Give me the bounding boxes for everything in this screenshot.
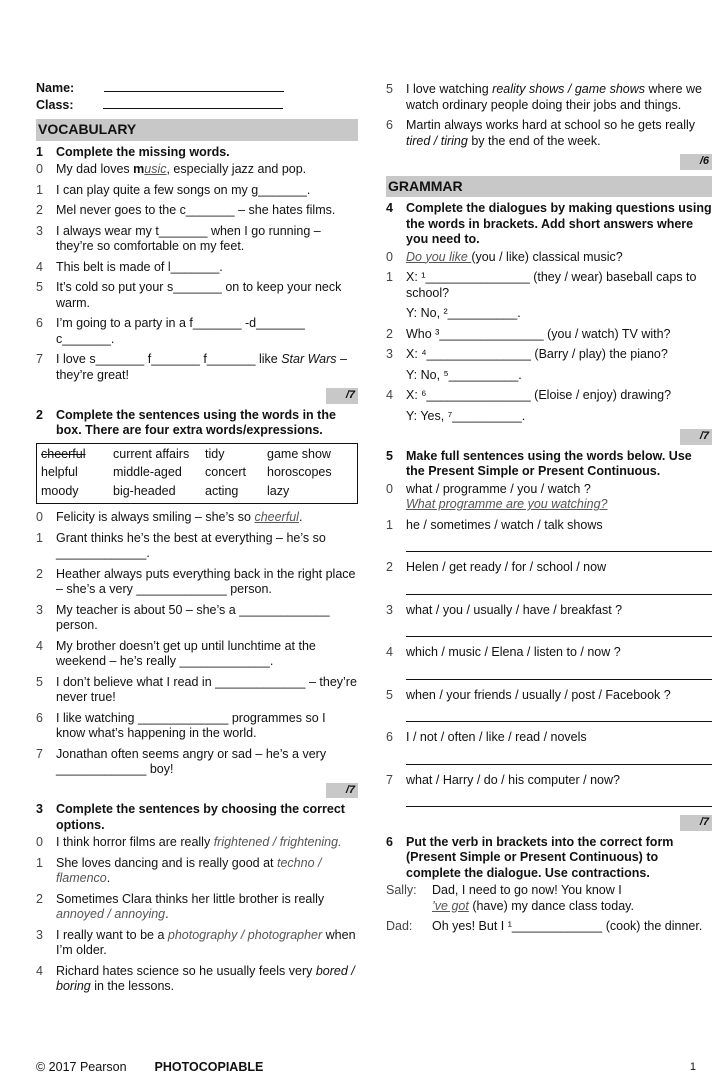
box-word: acting: [205, 483, 239, 498]
box-word: tidy: [205, 446, 225, 461]
task-1-item-0: 0 My dad loves music, especially jazz and pop.: [36, 162, 307, 176]
task-3-item-3: 3 I really want to be a photography / photographer when I’m older.: [36, 927, 356, 957]
task-2-item-3: 3 My teacher is about 50 – she’s a _____________ person.: [36, 602, 330, 632]
task-4-item-1b: Y: No, ²__________.: [406, 306, 521, 320]
task-4-item-4b: Y: Yes, ⁷__________.: [406, 408, 526, 423]
copyright: © 2017 Pearson: [36, 1060, 127, 1074]
task-2-score: /7: [326, 783, 358, 799]
task-5-item-7: 7 what / Harry / do / his computer / now?: [386, 772, 620, 787]
task-3-item-1: 1 She loves dancing and is really good at techno / flamenco.: [36, 855, 322, 885]
grammar-heading: GRAMMAR: [386, 176, 712, 198]
answer-line[interactable]: [406, 709, 712, 722]
class-row: [36, 97, 358, 114]
task-4-item-3: 3 X: ⁴_______________ (Barry / play) the piano?: [386, 347, 668, 361]
task-3-item-6: 6 Martin always works hard at school so he gets really tired / tiring by the end of the week.: [386, 118, 696, 148]
page-footer: [36, 1060, 696, 1076]
task-1-item-1: 1 I can play quite a few songs on my g_______.: [36, 182, 311, 197]
task-4-score: /7: [680, 429, 712, 445]
task-2-title: 2 Complete the sentences using the words in the box. There are four extra words/expressions.: [36, 407, 336, 437]
task-3-item-5: 5 I love watching reality shows / game shows where we watch ordinary people doing their jobs and things.: [386, 82, 702, 112]
task-4-title: 4 Complete the dialogues by making questions using the words in brackets. Add short answers where you need to.: [386, 201, 712, 246]
task-4-item-2: 2 Who ³_______________ (you / watch) TV with?: [386, 326, 671, 341]
name-row: [36, 80, 358, 97]
task-5-score: /7: [680, 815, 712, 831]
box-word: middle-aged: [113, 465, 182, 479]
task-5-item-0: 0 what / programme / you / watch ? What programme are you watching?: [386, 481, 608, 511]
task-2-item-6: 6 I like watching _____________ programmes so I know what’s happening in the world.: [36, 710, 326, 740]
task-2-item-7: 7 Jonathan often seems angry or sad – he’s a very _____________ boy!: [36, 746, 327, 776]
task-1-score: /7: [326, 388, 358, 404]
task-5-item-4: 4 which / music / Elena / listen to / now ?: [386, 645, 621, 659]
class-label: Class:: [36, 97, 74, 112]
right-column: [386, 80, 712, 940]
task-5-item-3: 3 what / you / usually / have / breakfast ?: [386, 602, 623, 617]
box-word: helpful: [41, 465, 78, 479]
task-5-item-2: 2 Helen / get ready / for / school / now: [386, 560, 607, 574]
task-3-item-0: 0 I think horror films are really frightened / frightening.: [36, 835, 342, 849]
task-4-item-1: 1 X: ¹_______________ (they / wear) baseball caps to school?: [386, 270, 697, 300]
task-1-title: 1 Complete the missing words.: [36, 144, 230, 159]
answer-line[interactable]: [406, 752, 712, 765]
dialogue-line-dad: Dad: Oh yes! But I ¹_____________ (cook) the dinner.: [386, 919, 703, 933]
task-3-score: /6: [680, 154, 712, 170]
class-line[interactable]: [103, 97, 283, 109]
box-word: game show: [267, 446, 331, 461]
vocabulary-heading: VOCABULARY: [36, 119, 358, 141]
photocopiable-label: PHOTOCOPIABLE: [154, 1060, 264, 1074]
task-1-item-4: 4 This belt is made of l_______.: [36, 259, 223, 274]
task-6-title: 6 Put the verb in brackets into the correct form (Present Simple or Present Continuous) to complete the dialogue. Use contractions.: [386, 834, 674, 880]
task-3-title: 3 Complete the sentences by choosing the correct options.: [36, 802, 345, 832]
task-1-item-3: 3 I always wear my t_______ when I go running – they’re so comfortable on my feet.: [36, 223, 321, 253]
answer-line[interactable]: [406, 582, 712, 595]
page-number: 1: [689, 1061, 696, 1073]
task-2-item-4: 4 My brother doesn’t get up until lunchtime at the weekend – he’s really _____________.: [36, 638, 316, 668]
box-word: moody: [41, 483, 79, 498]
name-label: Name:: [36, 81, 75, 95]
task-5-title: 5 Make full sentences using the words below. Use the Present Simple or Present Continuous.: [386, 448, 692, 478]
task-2-item-2: 2 Heather always puts everything back in the right place – she’s a very _____________ person.: [36, 566, 356, 596]
task-4-item-3b: Y: No, ⁵__________.: [406, 367, 522, 382]
dialogue-line-sally: Sally: Dad, I need to go now! You know I ’ve got (have) my dance class today.: [386, 883, 634, 913]
box-word: cheerful: [41, 446, 86, 461]
task-1-item-7: 7 I love s_______ f_______ f_______ like Star Wars – they’re great!: [36, 352, 347, 382]
name-line[interactable]: [104, 80, 284, 92]
task-2-item-1: 1 Grant thinks he’s the best at everything – he’s so _____________.: [36, 530, 326, 560]
box-word: lazy: [267, 483, 290, 498]
task-1-item-5: 5 It’s cold so put your s_______ on to keep your neck warm.: [36, 280, 342, 310]
answer-line[interactable]: [406, 624, 712, 637]
left-column: [36, 80, 358, 1000]
task-3-item-4: 4 Richard hates science so he usually feels very bored / boring in the lessons.: [36, 963, 355, 993]
task-5-item-6: 6 I / not / often / like / read / novels: [386, 730, 587, 744]
box-word: concert: [205, 465, 246, 479]
task-1-item-2: 2 Mel never goes to the c_______ – she hates films.: [36, 203, 336, 217]
task-4-item-0: 0 Do you like (you / like) classical music?: [386, 249, 623, 264]
task-2-item-5: 5 I don’t believe what I read in _____________ – they’re never true!: [36, 674, 357, 704]
task-2-item-0: 0 Felicity is always smiling – she’s so cheerful.: [36, 510, 303, 524]
task-1-item-6: 6 I’m going to a party in a f_______ -d_______ c_______.: [36, 316, 305, 346]
answer-line[interactable]: [406, 539, 712, 552]
answer-line[interactable]: [406, 667, 712, 680]
box-word: horoscopes: [267, 465, 332, 479]
task-5-item-5: 5 when / your friends / usually / post / Facebook ?: [386, 687, 671, 702]
box-word: current affairs: [113, 446, 190, 461]
answer-line[interactable]: [406, 794, 712, 807]
task-3-item-2: 2 Sometimes Clara thinks her little brother is really annoyed / annoying.: [36, 891, 325, 921]
box-word: big-headed: [113, 483, 176, 498]
word-box: [36, 443, 358, 505]
task-4-item-4: 4 X: ⁶_______________ (Eloise / enjoy) drawing?: [386, 388, 672, 402]
task-5-item-1: 1 he / sometimes / watch / talk shows: [386, 517, 603, 532]
